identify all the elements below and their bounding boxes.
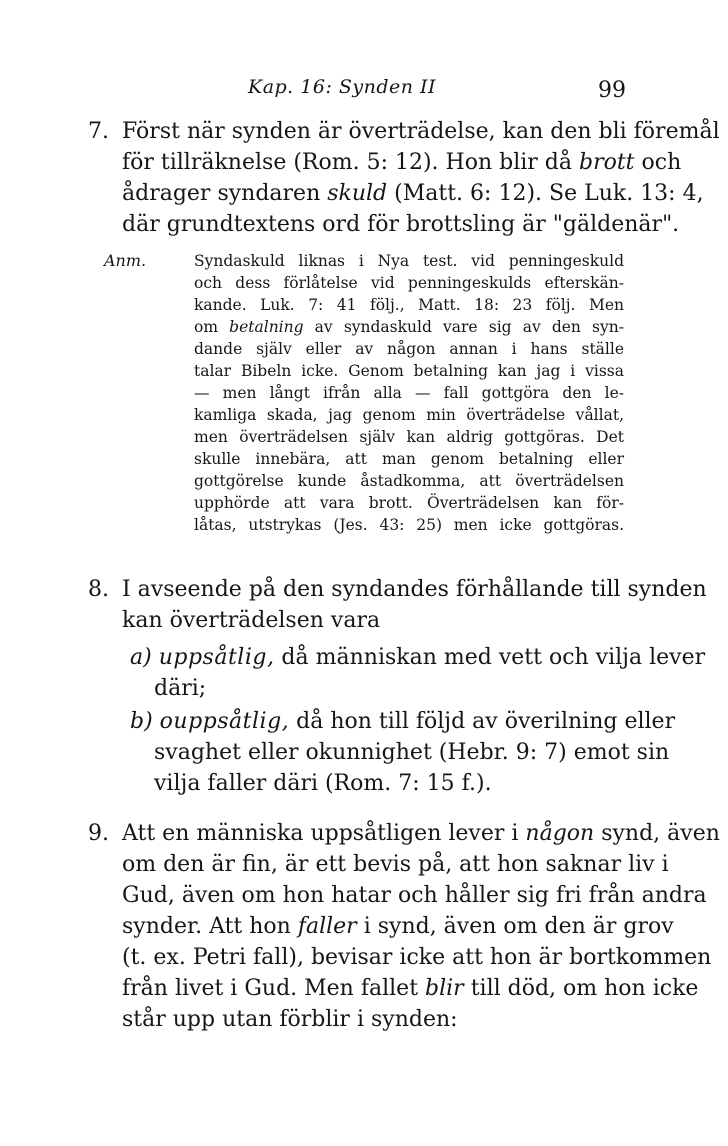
paragraph-number: 9. [88,821,109,846]
text-run: (Matt. 6: 12). Se Luk. 13: 4, [387,181,704,206]
note-line: — men långt ifrån alla — fall gottgöra den le- [194,384,624,402]
text-run: i synd, även om den är grov [356,914,674,939]
list-item-a [130,642,706,704]
list-item-text [130,642,706,704]
text-line [122,818,720,849]
text-run: om [194,318,230,336]
note-line: men överträdelsen själv kan aldrig gottgöras. Det [194,428,624,446]
note-line [194,316,624,338]
text-line [122,147,682,178]
list-label: b) [130,709,153,734]
list-item-b [130,706,676,799]
paragraph-text [122,574,707,636]
emphasis: brott [579,150,635,175]
paragraph-7 [88,116,720,240]
text-run: för tillräknelse (Rom. 5: 12). Hon blir då [122,150,579,175]
emphasis: ouppsåtlig, [159,709,290,734]
paragraph-text [122,818,720,1035]
text-line: vilja faller däri (Rom. 7: 15 f.). [154,771,492,796]
text-run: och [634,150,682,175]
emphasis: skuld [327,181,388,206]
text-line: Gud, även om hon hatar och håller sig fri från andra [122,883,707,908]
note-body [194,250,624,536]
text-run: då hon till följd av överilning eller [289,709,676,734]
note-label: Anm. [104,251,147,270]
note-line: skulle innebära, att man genom betalning eller [194,450,624,468]
text-run: då människan med vett och vilja lever [274,645,706,670]
annotation-note [104,250,624,536]
text-line: däri; [154,676,207,701]
list-item-text [130,706,676,799]
text-line [122,178,704,209]
text-run: synder. Att hon [122,914,298,939]
text-run: av syndaskuld vare sig av den syn- [303,318,624,336]
text-line [130,706,676,737]
text-run: ådrager syndaren [122,181,328,206]
text-line: kan överträdelsen vara [122,608,381,633]
paragraph-9 [88,818,720,1035]
note-line: låtas, utstrykas (Jes. 43: 25) men icke gottgöras. [194,516,624,534]
note-line: kamliga skada, jag genom min överträdelse vållat, [194,406,624,424]
paragraph-number: 7. [88,119,109,144]
emphasis: blir [425,976,464,1001]
text-line [130,642,706,673]
note-line: kande. Luk. 7: 41 följ., Matt. 18: 23 följ. Men [194,296,624,314]
paragraph-8 [88,574,707,636]
text-run: synd, även [594,821,720,846]
text-run: till död, om hon icke [463,976,699,1001]
text-line: (t. ex. Petri fall), bevisar icke att hon är bortkommen [122,945,712,970]
note-line: talar Bibeln icke. Genom betalning kan jag i vissa [194,362,624,380]
text-line: Först när synden är överträdelse, kan den bli föremål [122,119,720,144]
text-line: där grundtextens ord för brottsling är "gäldenär". [122,212,680,237]
emphasis: betalning [229,318,304,336]
text-line: I avseende på den syndandes förhållande till synden [122,577,707,602]
running-header-title: Kap. 16: Synden II [248,76,437,98]
note-line: Syndaskuld liknas i Nya test. vid penningeskuld [194,252,624,270]
text-line: om den är fin, är ett bevis på, att hon saknar liv i [122,852,669,877]
text-run: från livet i Gud. Men fallet [122,976,426,1001]
text-line [122,911,674,942]
note-line: upphörde att vara brott. Överträdelsen kan för- [194,494,624,512]
emphasis: någon [525,821,595,846]
paragraph-text [122,116,720,240]
note-line: och dess förlåtelse vid penningeskulds efterskän- [194,274,624,292]
text-line [122,973,699,1004]
text-run: Att en människa uppsåtligen lever i [122,821,526,846]
emphasis: faller [297,914,357,939]
page-number: 99 [598,78,626,103]
list-label: a) [130,645,152,670]
text-line: står upp utan förblir i synden: [122,1007,458,1032]
note-line: gottgörelse kunde åstadkomma, att överträdelsen [194,472,624,490]
note-line: dande själv eller av någon annan i hans ställe [194,340,624,358]
text-line: svaghet eller okunnighet (Hebr. 9: 7) emot sin [154,740,670,765]
emphasis: uppsåtlig, [158,645,275,670]
paragraph-number: 8. [88,577,109,602]
